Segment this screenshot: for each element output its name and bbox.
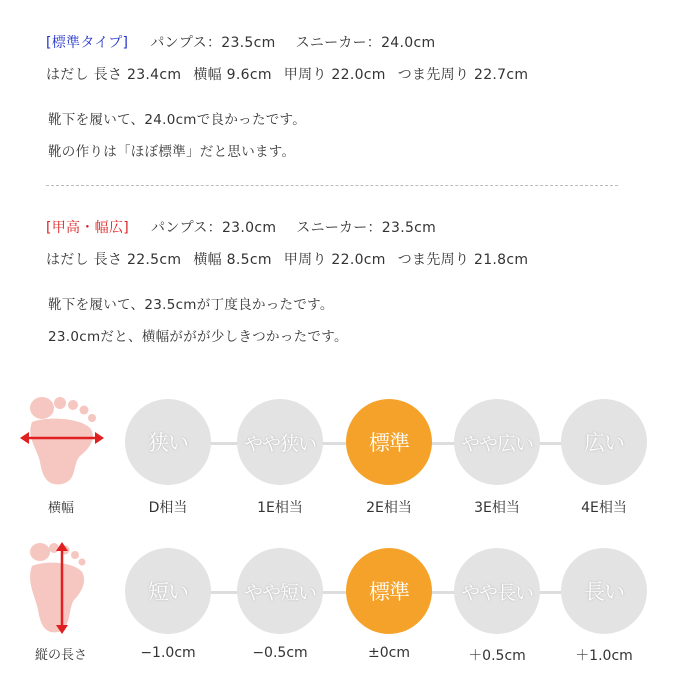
wide-width: 横幅 8.5cm (193, 252, 272, 268)
length-size-plus-05: ＋0.5cm (468, 648, 526, 664)
wide-toe: つま先周り 21.8cm (397, 252, 529, 268)
wide-sneaker: スニーカー：23.5cm (296, 220, 437, 236)
standard-pumps: パンプス：23.5cm (150, 35, 276, 51)
foot-width-icon (18, 394, 106, 486)
standard-width: 横幅 9.6cm (193, 67, 272, 83)
wide-measure-line (46, 249, 528, 269)
length-level-long: 長い (561, 548, 647, 634)
wide-length: はだし 長さ 22.5cm (46, 252, 182, 268)
length-size-minus-05: −0.5cm (252, 645, 308, 661)
standard-sizes-line (46, 32, 435, 52)
length-size-zero: ±0cm (368, 645, 410, 661)
length-level-short: 短い (125, 548, 211, 634)
width-size-2e: 2E相当 (366, 500, 412, 516)
length-size-minus-1: −1.0cm (140, 645, 196, 661)
standard-note-2: 靴の作りは「ほぼ標準」だと思います。 (48, 144, 296, 160)
length-chart-label: 縦の長さ (34, 648, 87, 663)
wide-sizes-line (46, 217, 436, 237)
section-divider (46, 185, 618, 186)
wide-note-2: 23.0cmだと、横幅ががが少しきつかったです。 (48, 329, 348, 345)
length-size-plus-1: ＋1.0cm (575, 648, 633, 664)
wide-pumps: パンプス：23.0cm (151, 220, 277, 236)
standard-toe: つま先周り 22.7cm (397, 67, 529, 83)
width-level-slightly-narrow: やや狭い (237, 399, 323, 485)
wide-note-1: 靴下を履いて、23.5cmが丁度良かったです。 (48, 297, 334, 313)
width-level-slightly-wide: やや広い (454, 399, 540, 485)
width-level-narrow: 狭い (125, 399, 211, 485)
standard-length: はだし 長さ 23.4cm (46, 67, 182, 83)
standard-around: 甲周り 22.0cm (283, 67, 386, 83)
width-size-1e: 1E相当 (257, 500, 303, 516)
standard-note-1: 靴下を履いて、24.0cmで良かったです。 (48, 112, 307, 128)
width-size-3e: 3E相当 (474, 500, 520, 516)
foot-length-icon (24, 540, 94, 636)
length-level-slightly-short: やや短い (237, 548, 323, 634)
width-size-4e: 4E相当 (581, 500, 627, 516)
standard-tag: [標準タイプ] (46, 35, 129, 51)
length-level-slightly-long: やや長い (454, 548, 540, 634)
length-level-standard: 標準 (346, 548, 432, 634)
standard-measure-line (46, 64, 528, 84)
width-chart-label: 横幅 (47, 501, 74, 516)
wide-around: 甲周り 22.0cm (283, 252, 386, 268)
width-size-d: D相当 (148, 500, 188, 516)
width-level-wide: 広い (561, 399, 647, 485)
wide-tag: [甲高・幅広] (46, 220, 130, 236)
standard-sneaker: スニーカー：24.0cm (295, 35, 436, 51)
width-level-standard: 標準 (346, 399, 432, 485)
